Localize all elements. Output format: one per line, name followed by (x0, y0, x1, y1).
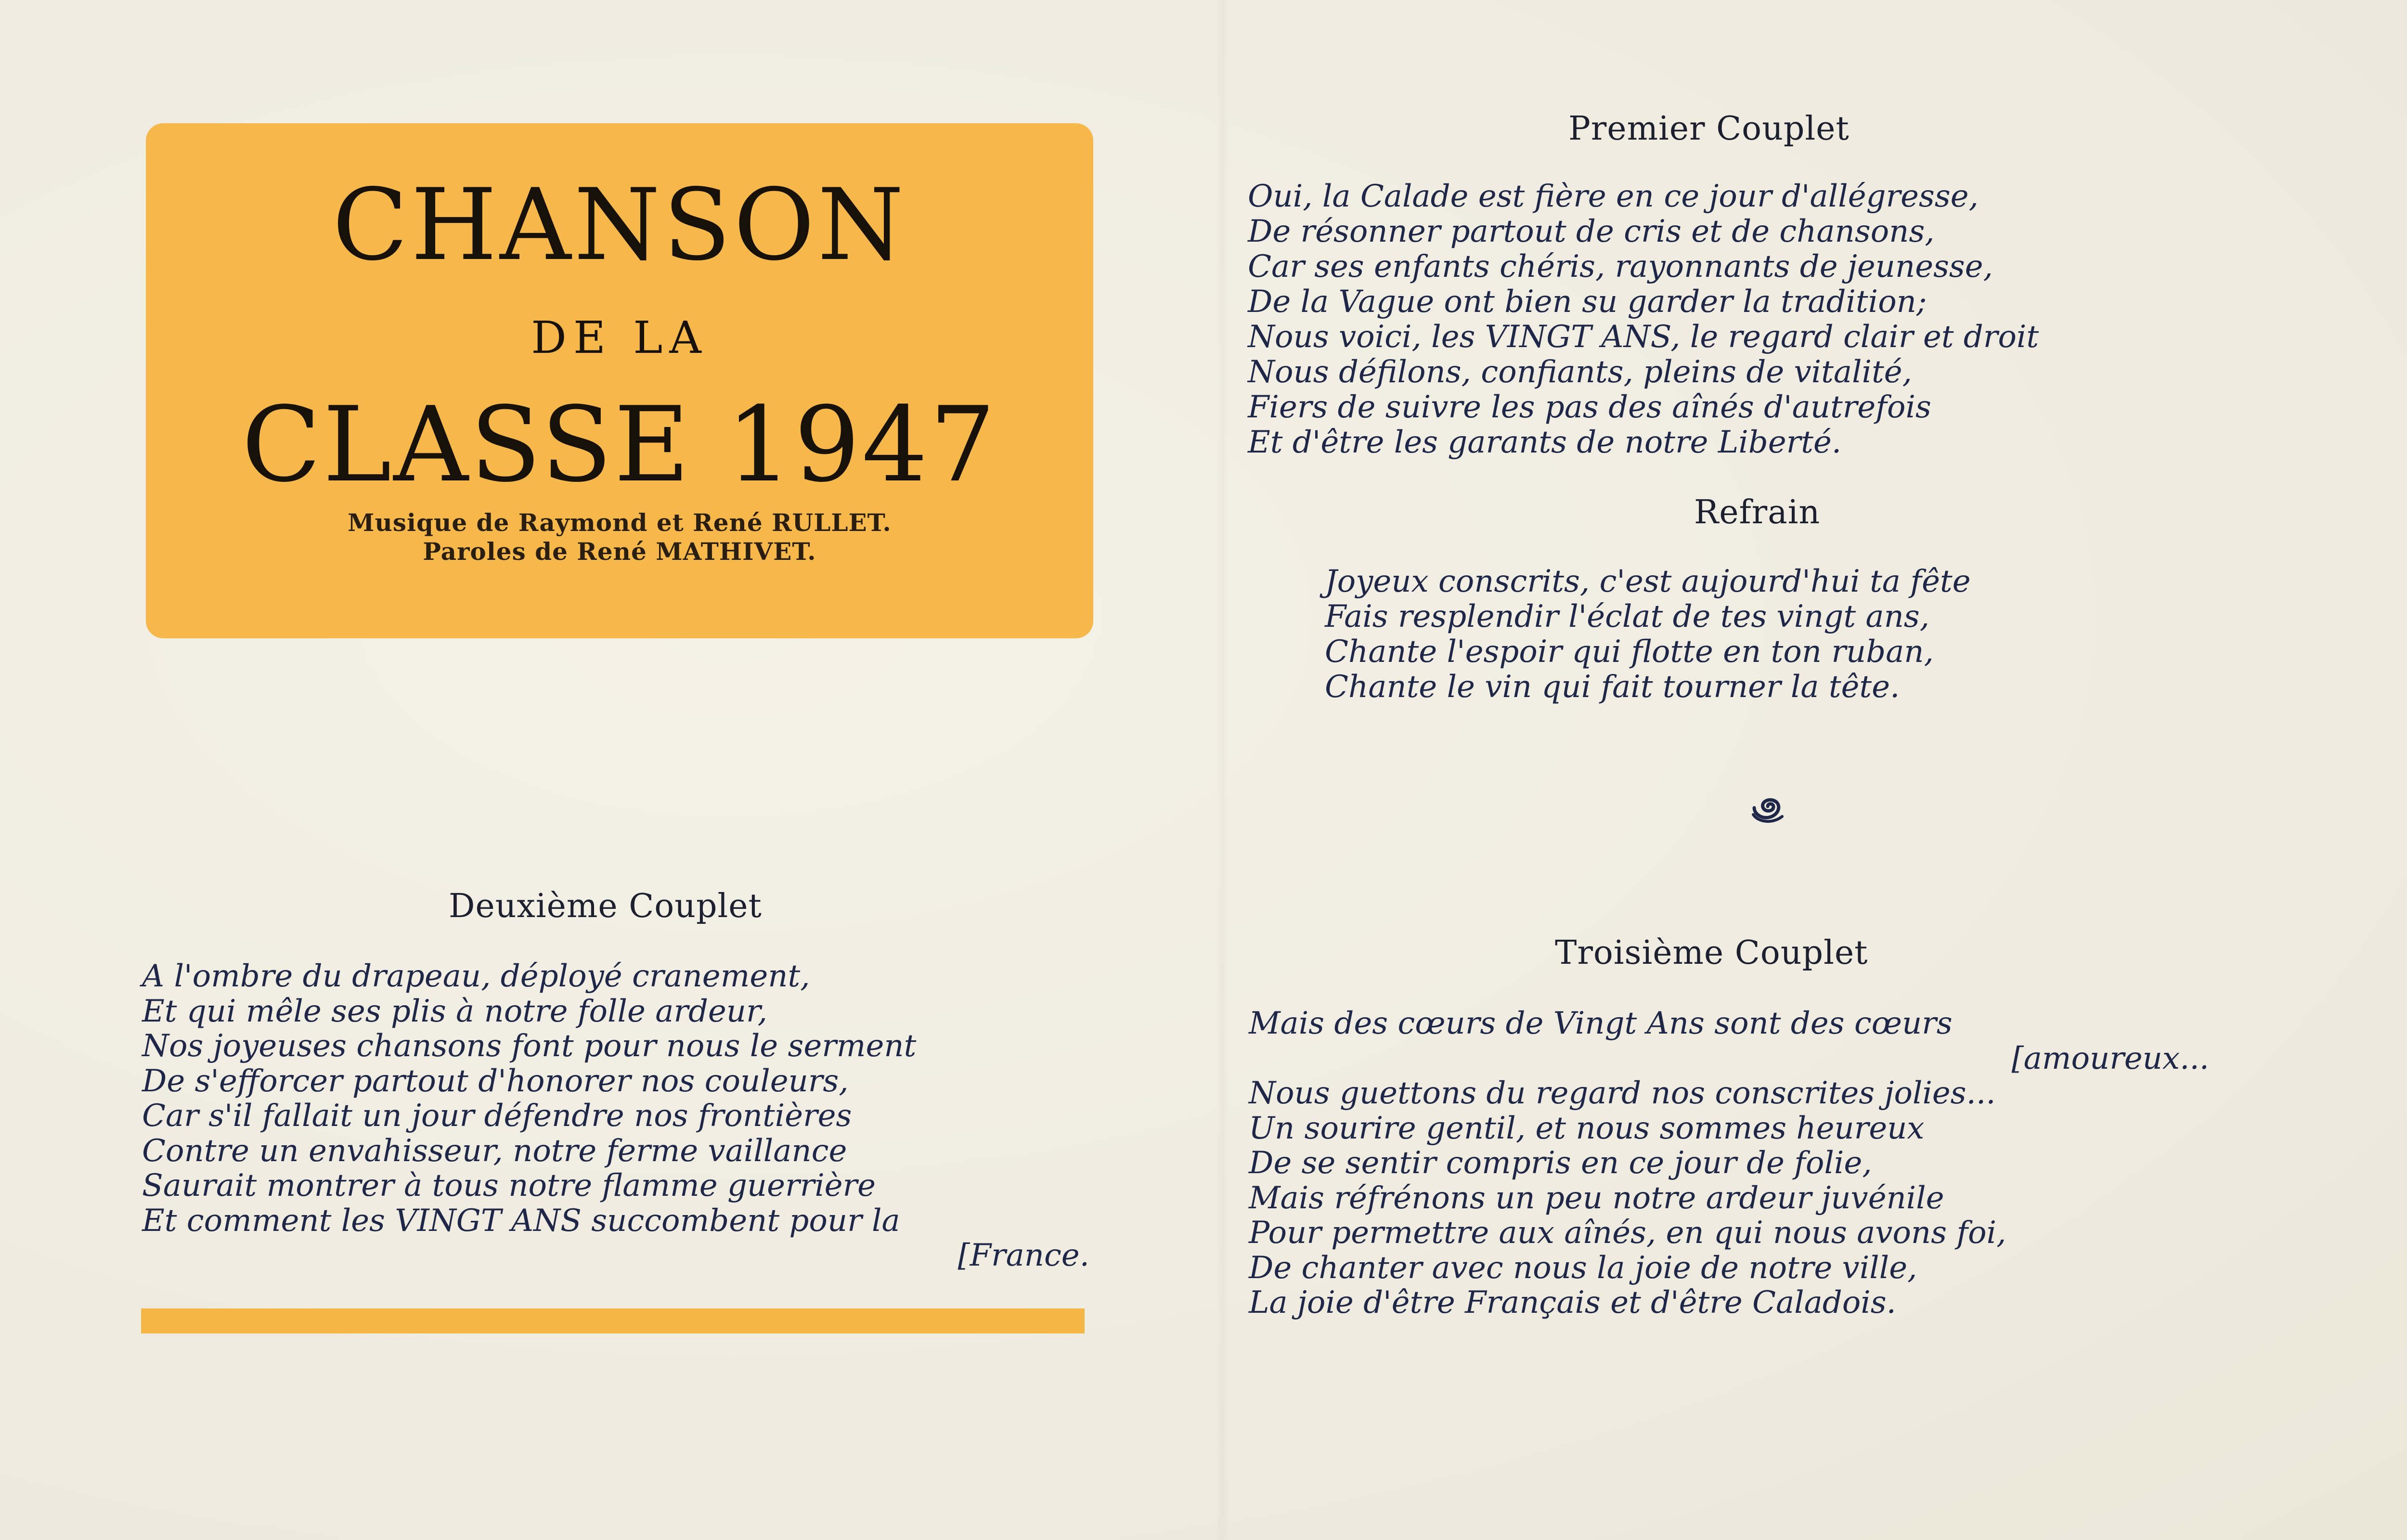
verse-line: Nous guettons du regard nos conscrites jolies... (1249, 1075, 1996, 1111)
verse-line: Et d'être les garants de notre Liberté. (1248, 425, 1842, 460)
verse-line: Nous défilons, confiants, pleins de vitalité, (1248, 354, 1912, 390)
verse-line: Fais resplendir l'éclat de tes vingt ans, (1325, 599, 1929, 634)
verse-line: De chanter avec nous la joie de notre ville, (1249, 1250, 1917, 1286)
verse-line: Car s'il fallait un jour défendre nos frontières (142, 1098, 852, 1134)
swirl-ornament-icon (1744, 785, 1792, 828)
deuxieme-couplet-verse (142, 959, 1094, 1273)
verse-line: Oui, la Calade est fière en ce jour d'allégresse, (1248, 179, 1979, 214)
title-classe: CLASSE 1947 (242, 384, 997, 505)
title-de-la: DE LA (531, 312, 708, 363)
deuxieme-couplet-heading: Deuxième Couplet (449, 887, 762, 925)
verse-continuation: [France. (958, 1238, 1089, 1273)
verse-line: Pour permettre aux aînés, en qui nous avons foi, (1249, 1215, 2006, 1251)
verse-line: Nous voici, les VINGT ANS, le regard clair et droit (1248, 319, 2039, 355)
verse-line: De se sentir compris en ce jour de folie, (1249, 1145, 1872, 1181)
verse-line: Mais des cœurs de Vingt Ans sont des cœurs (1249, 1006, 1953, 1041)
verse-line: Chante le vin qui fait tourner la tête. (1325, 669, 1900, 705)
verse-line: Saurait montrer à tous notre flamme guerrière (142, 1168, 876, 1204)
title-chanson: CHANSON (332, 168, 907, 283)
verse-line: Car ses enfants chéris, rayonnants de jeunesse, (1248, 249, 1993, 285)
troisieme-couplet-verse (1249, 1006, 2209, 1320)
verse-line: Et qui mêle ses plis à notre folle ardeur, (142, 993, 767, 1029)
page-fold (1216, 0, 1228, 1540)
verse-line: De s'efforcer partout d'honorer nos couleurs, (142, 1063, 849, 1099)
refrain-verse (1325, 564, 1970, 705)
verse-line: La joie d'être Français et d'être Caladois. (1249, 1285, 1896, 1320)
premier-couplet-heading: Premier Couplet (1568, 110, 1850, 148)
verse-continuation: [amoureux... (2011, 1040, 2209, 1076)
verse-line: Fiers de suivre les pas des aînés d'autrefois (1248, 389, 1931, 425)
verse-line: Un sourire gentil, et nous sommes heureux (1249, 1110, 1925, 1146)
title-box (146, 123, 1093, 638)
refrain-heading: Refrain (1694, 493, 1821, 531)
verse-line: De la Vague ont bien su garder la tradition; (1248, 284, 1927, 320)
verse-line: Et comment les VINGT ANS succombent pour la (142, 1203, 900, 1239)
credits (146, 508, 1093, 566)
verse-line: Chante l'espoir qui flotte en ton ruban, (1325, 634, 1934, 670)
verse-line: Joyeux conscrits, c'est aujourd'hui ta fête (1325, 564, 1971, 599)
verse-line: De résonner partout de cris et de chansons, (1248, 214, 1935, 249)
verse-line: Contre un envahisseur, notre ferme vaillance (142, 1133, 847, 1169)
lyrics-credit: Paroles de René MATHIVET. (423, 537, 816, 566)
verse-line: Mais réfrénons un peu notre ardeur juvénile (1249, 1180, 1944, 1216)
decorative-bar (141, 1308, 1085, 1333)
premier-couplet-verse (1248, 179, 2039, 460)
verse-line: A l'ombre du drapeau, déployé cranement, (142, 958, 810, 994)
verse-line: Nos joyeuses chansons font pour nous le serment (142, 1028, 917, 1064)
music-credit: Musique de Raymond et René RULLET. (348, 508, 892, 537)
troisieme-couplet-heading: Troisième Couplet (1555, 934, 1868, 972)
